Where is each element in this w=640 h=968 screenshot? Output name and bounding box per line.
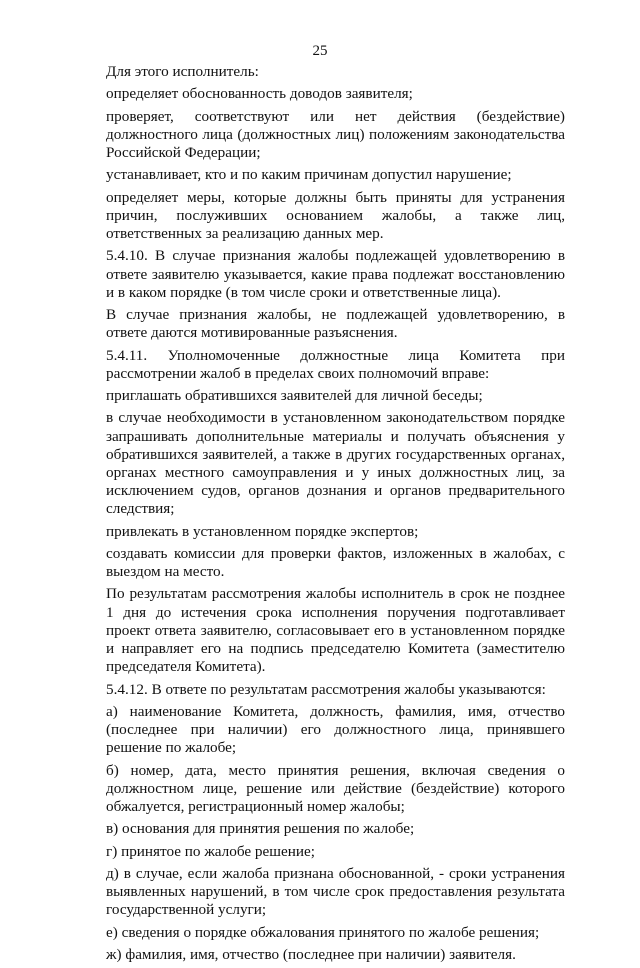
paragraph: проверяет, соответствуют или нет действия (бездействие) должностного лица (должностных лиц) положениям законодательства Российской Федерации;	[106, 107, 565, 161]
paragraph: г) принятое по жалобе решение;	[106, 842, 315, 860]
paragraph: е) сведения о порядке обжалования принятого по жалобе решения;	[106, 923, 540, 941]
paragraph: 5.4.11. Уполномоченные должностные лица Комитета при рассмотрении жалоб в пределах своих полномочий вправе:	[106, 346, 565, 382]
paragraph: В случае признания жалобы, не подлежащей удовлетворению, в ответе даются мотивированные разъяснения.	[106, 306, 565, 342]
paragraph: 5.4.12. В ответе по результатам рассмотрения жалобы указываются:	[106, 680, 546, 698]
paragraph: ж) фамилия, имя, отчество (последнее при наличии) заявителя.	[106, 945, 516, 963]
document-body	[106, 63, 565, 968]
paragraph: 5.4.10. В случае признания жалобы подлежащей удовлетворению в ответе заявителю указывается, какие права подлежат восстановлению и в каком порядке (в том числе сроки и ответственные лица).	[106, 247, 565, 301]
paragraph: б) номер, дата, место принятия решения, включая сведения о должностном лице, решение или действие (бездействие) которого обжалуется, регистрационный номер жалобы;	[106, 761, 565, 815]
paragraph: устанавливает, кто и по каким причинам допустил нарушение;	[106, 166, 512, 184]
paragraph: приглашать обратившихся заявителей для личной беседы;	[106, 387, 483, 404]
paragraph: а) наименование Комитета, должность, фамилия, имя, отчество (последнее при наличии) его должностного лица, принявшего решение по жалобе;	[106, 702, 565, 757]
paragraph: По результатам рассмотрения жалобы исполнитель в срок не позднее 1 дня до истечения срока исполнения поручения подготавливает проект ответа заявителю, согласовывает его в установленном порядке и направляет его на подпись председателю Комитета (заместителю председателя Комитета).	[106, 585, 565, 676]
paragraph: д) в случае, если жалоба признана обоснованной, - сроки устранения выявленных нарушений, в том числе срок предоставления результата государственной услуги;	[106, 864, 565, 919]
paragraph: в случае необходимости в установленном законодательством порядке запрашивать дополнительные материалы и получать объяснения у обратившихся заявителей, а также в других государственных органах, органах местного самоуправления и у иных должностных лиц, за исключением судов, органов дознания и органов предварительного следствия;	[106, 409, 565, 518]
paragraph: создавать комиссии для проверки фактов, изложенных в жалобах, с выездом на место.	[106, 544, 565, 581]
paragraph: в) основания для принятия решения по жалобе;	[106, 820, 415, 838]
paragraph: определяет меры, которые должны быть приняты для устранения причин, послуживших основанием жалобы, а также лиц, ответственных за реализацию данных мер.	[106, 188, 565, 242]
page-number: 25	[312, 43, 328, 59]
paragraph: Для этого исполнитель:	[106, 63, 259, 80]
paragraph: привлекать в установленном порядке экспертов;	[106, 522, 419, 540]
paragraph: определяет обоснованность доводов заявителя;	[106, 85, 413, 103]
